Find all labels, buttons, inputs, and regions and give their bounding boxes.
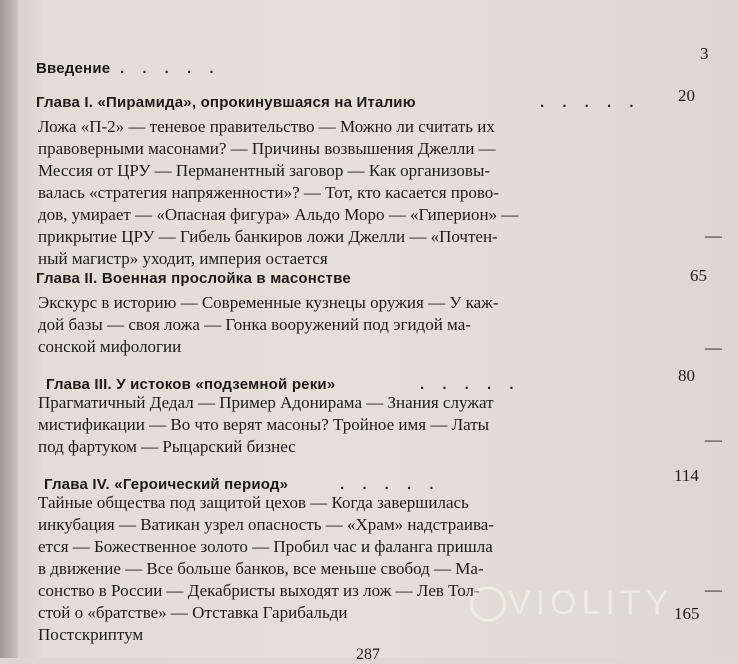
chapter-2-line-2: дой базы — своя ложа — Гонка вооружений под эгидой ма- xyxy=(38,315,471,334)
chapter-3-page-number: 80 xyxy=(678,366,695,385)
chapter-3-same-page-mark: — xyxy=(705,430,722,449)
chapter-4-same-page-mark: — xyxy=(705,580,722,599)
chapter-3-line-2: мистификации — Во что верят масоны? Тройное имя — Латы xyxy=(38,415,490,434)
chapter-3-leader-dots: . . . . . xyxy=(420,376,521,393)
chapter-4-line-6: стой о «братстве» — Отставка Гарибальди xyxy=(38,603,348,622)
intro-title: Введение xyxy=(36,60,111,77)
chapter-1-line-3: Мессия от ЦРУ — Перманентный заговор — Как организовы- xyxy=(38,161,491,180)
chapter-1-line-2: правоверными масонами? — Причины возвышения Джелли — xyxy=(38,139,496,158)
book-spine-shadow xyxy=(0,0,18,658)
watermark-logo-icon xyxy=(470,586,506,622)
chapter-1-same-page-mark: — xyxy=(705,226,722,245)
footer-page-number: 287 xyxy=(356,646,380,663)
chapter-4-line-1: Тайные общества под защитой цехов — Когда завершилась xyxy=(38,493,469,512)
chapter-1-line-1: Ложа «П-2» — теневое правительство — Можно ли считать их xyxy=(38,117,495,136)
intro-page-number: 3 xyxy=(700,44,709,63)
chapter-4-title: Глава IV. «Героический период» xyxy=(44,476,289,493)
chapter-2-page-number: 65 xyxy=(690,266,707,285)
chapter-2-line-1: Экскурс в историю — Современные кузнецы оружия — У каж- xyxy=(38,293,499,312)
chapter-4-line-3: ется — Божественное золото — Пробил час и фаланга пришла xyxy=(38,537,493,556)
watermark-text: VIOLITY xyxy=(508,584,674,622)
chapter-2-same-page-mark: — xyxy=(705,338,722,357)
chapter-1-page-number: 20 xyxy=(678,86,695,105)
intro-leader-dots: . . . . . xyxy=(120,60,221,77)
chapter-4-line-4: в движение — Все больше банков, все меньше свобод — Ма- xyxy=(38,559,484,578)
chapter-4-leader-dots: . . . . . xyxy=(340,476,441,493)
postscript-title: Постскриптум xyxy=(38,625,144,644)
chapter-4-line-2: инкубация — Ватикан узрел опасность — «Храм» надстраива- xyxy=(38,515,494,534)
chapter-1-line-5: дов, умирает — «Опасная фигура» Альдо Моро — «Гиперион» — xyxy=(38,205,519,224)
chapter-1-leader-dots: . . . . . xyxy=(540,94,641,111)
chapter-1-line-4: валась «стратегия напряженности»? — Тот, кто касается прово- xyxy=(38,183,499,202)
chapter-2-title: Глава II. Военная прослойка в масонстве xyxy=(36,270,351,287)
chapter-3-title: Глава III. У истоков «подземной реки» xyxy=(46,376,336,393)
chapter-1-line-7: ный магистр» уходит, империя остается xyxy=(38,249,328,268)
chapter-2-line-3: сонской мифологии xyxy=(38,337,182,356)
chapter-4-line-5: сонство в России — Декабристы выходят из лож — Лев Тол- xyxy=(38,581,480,600)
chapter-1-line-6: прикрытие ЦРУ — Гибель банкиров ложи Джелли — «Почтен- xyxy=(38,227,498,246)
chapter-4-page-number: 114 xyxy=(674,466,699,485)
chapter-1-title: Глава I. «Пирамида», опрокинувшаяся на Италию xyxy=(36,94,416,111)
postscript-page-number: 165 xyxy=(674,604,700,623)
chapter-3-line-1: Прагматичный Дедал — Пример Адонирама — Знания служат xyxy=(38,393,494,412)
chapter-3-line-3: под фартуком — Рыцарский бизнес xyxy=(38,437,296,456)
